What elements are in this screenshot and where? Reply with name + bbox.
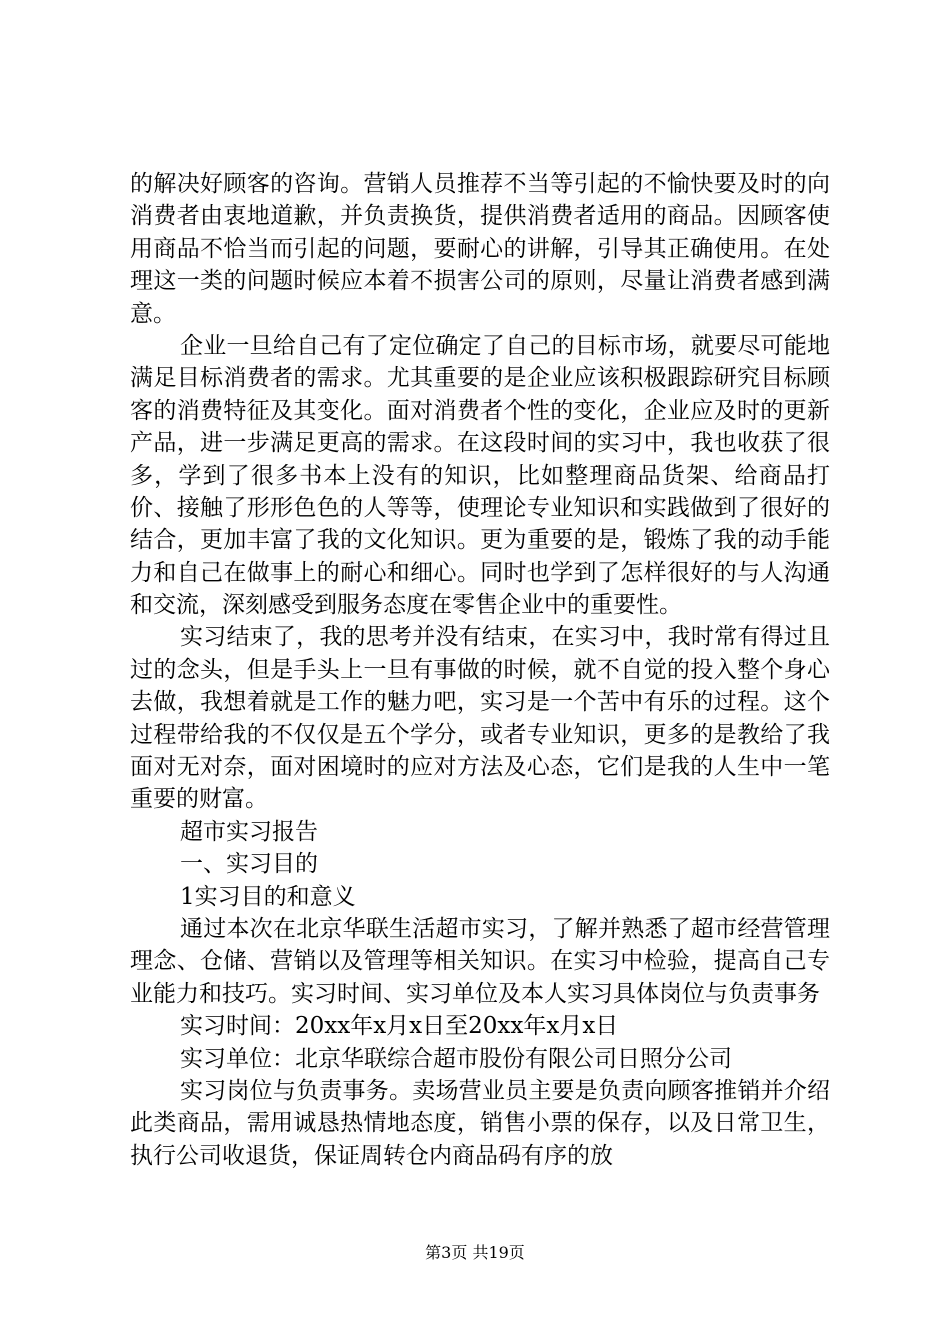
paragraph: 通过本次在北京华联生活超市实习，了解并熟悉了超市经营管理理念、仓储、营销以及管理等相关知识。在实习中检验，提高自己专业能力和技巧。实习时间、实习单位及本人实习具体岗位与负责事务 [130, 915, 830, 1007]
internship-time: 实习时间：20xx年x月x日至20xx年x月x日 [180, 1013, 619, 1040]
page-number-footer: 第3页 共19页 [425, 1243, 525, 1262]
paragraph: 实习结束了，我的思考并没有结束，在实习中，我时常有得过且过的念头，但是手头上一旦有事做的时候，就不自觉的投入整个身心去做，我想着就是工作的魅力吧，实习是一个苦中有乐的过程。这个过程带给我的不仅仅是五个学分，或者专业知识，更多的是教给了我面对无对奈，面对困境时的应对方法及心态，它们是我的人生中一笔重要的财富。 [130, 624, 830, 813]
subsection-heading: 1实习目的和意义 [180, 883, 356, 910]
paragraph: 的解决好顾客的咨询。营销人员推荐不当等引起的不愉快要及时的向消费者由衷地道歉，并负责换货，提供消费者适用的商品。因顾客使用商品不恰当而引起的问题，要耐心的讲解，引导其正确使用。在处理这一类的问题时候应本着不损害公司的原则，尽量让消费者感到满意。 [130, 171, 830, 327]
paragraph: 企业一旦给自己有了定位确定了自己的目标市场，就要尽可能地满足目标消费者的需求。尤其重要的是企业应该积极跟踪研究目标顾客的消费特征及其变化。面对消费者个性的变化，企业应及时的更新产品，进一步满足更高的需求。在这段时间的实习中，我也收获了很多，学到了很多书本上没有的知识，比如整理商品货架、给商品打价、接触了形形色色的人等等，使理论专业知识和实践做到了很好的结合，更加丰富了我的文化知识。更为重要的是，锻炼了我的动手能力和自己在做事上的耐心和细心。同时也学到了怎样很好的与人沟通和交流，深刻感受到服务态度在零售企业中的重要性。 [130, 332, 830, 619]
section-heading: 一、实习目的 [180, 851, 318, 878]
document-body [130, 168, 830, 1172]
section-title: 超市实习报告 [180, 818, 318, 845]
paragraph: 实习岗位与负责事务。卖场营业员主要是负责向顾客推销并介绍此类商品，需用诚恳热情地态度，销售小票的保存，以及日常卫生，执行公司收退货，保证周转仓内商品码有序的放 [130, 1077, 830, 1169]
internship-unit: 实习单位：北京华联综合超市股份有限公司日照分公司 [180, 1045, 732, 1072]
